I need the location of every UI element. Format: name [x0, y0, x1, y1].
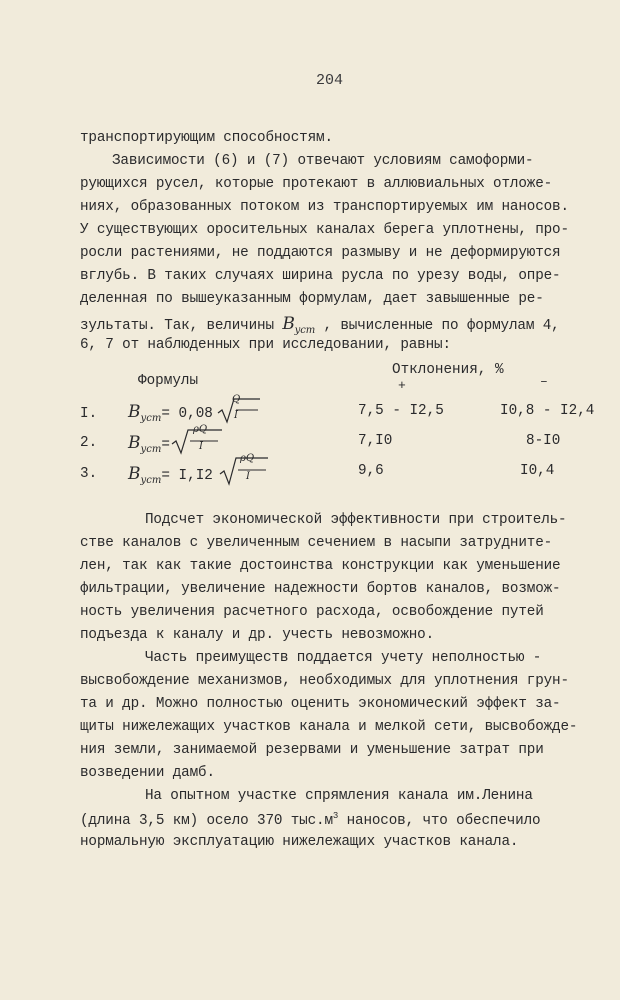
minus-sign: –: [540, 374, 548, 389]
deviation-minus: 8-I0: [526, 433, 561, 449]
deviation-minus: I0,4: [520, 463, 555, 479]
row-number: I.: [80, 406, 98, 422]
radical-numerator: ρQ: [193, 424, 208, 435]
formula-subscript: уст: [140, 475, 162, 486]
formula-lhs: B: [128, 402, 141, 422]
text-fragment: наносов, что обеспечило: [338, 812, 541, 829]
text-line: Часть преимуществ поддается учету неполностью -: [145, 650, 542, 666]
formula-eq: = 0,08: [161, 406, 213, 422]
text-line: [80, 811, 540, 829]
text-line: росли растениями, не поддаются размыву и не деформируются: [80, 245, 561, 261]
text-line: нормальную эксплуатацию нижележащих участков канала.: [80, 834, 519, 850]
text-line: стве каналов с увеличенным сечением в насыпи затрудните-: [80, 535, 553, 551]
text-line: щиты нижележащих участков канала и мелкой сети, высвобожде-: [80, 719, 578, 735]
deviation-plus: 7,5 - I2,5: [358, 403, 444, 419]
symbol-b: B: [282, 314, 295, 334]
text-line: ния земли, занимаемой резервами и уменьшение затрат при: [80, 742, 544, 758]
radical-numerator: ρQ: [240, 453, 255, 464]
text-line: ность увеличения расчетного расхода, освобождение путей: [80, 604, 544, 620]
text-line: Подсчет экономической эффективности при строитель-: [145, 512, 567, 528]
page-number: 204: [316, 72, 344, 89]
radical-denominator: I: [234, 410, 238, 421]
text-line: возведении дамб.: [80, 765, 215, 781]
radical-numerator: Q: [232, 394, 241, 405]
formula-lhs: B: [128, 464, 141, 484]
symbol-subscript: уст: [294, 325, 316, 336]
text-line: деленная по вышеуказанным формулам, дает завышенные ре-: [80, 291, 544, 307]
formula: [128, 464, 213, 486]
deviation-plus: 9,6: [358, 463, 384, 479]
deviation-plus: 7,I0: [358, 433, 393, 449]
text-line: фильтрации, увеличение надежности бортов каналов, возмож-: [80, 581, 561, 597]
text-line: вглубь. В таких случаях ширина русла по урезу воды, опре-: [80, 268, 561, 284]
formula-eq: =: [161, 437, 170, 453]
text-line: У существующих оросительных каналах берега уплотнены, про-: [80, 222, 569, 238]
superscript: 3: [332, 811, 339, 821]
text-line: 6, 7 от наблюденных при исследовании, равны:: [80, 337, 451, 353]
text-line: рующихся русел, которые протекают в аллювиальных отложе-: [80, 176, 553, 192]
formula-subscript: уст: [140, 444, 162, 455]
text-line: подъезда к каналу и др. учесть невозможно.: [80, 627, 435, 643]
text-fragment: зультаты. Так, величины: [80, 318, 283, 334]
row-number: 2.: [80, 435, 98, 451]
formula-subscript: уст: [140, 413, 162, 424]
formula: [128, 402, 213, 424]
text-line: высвобождение механизмов, необходимых для уплотнения грун-: [80, 673, 569, 689]
formula-lhs: B: [128, 433, 141, 453]
text-line: ниях, образованных потоком из транспортируемых им наносов.: [80, 199, 569, 215]
radical-denominator: I: [246, 471, 250, 482]
text-line: На опытном участке спрямления канала им.Ленина: [145, 788, 533, 804]
text-line: транспортирующим способностям.: [80, 130, 333, 146]
plus-sign: +: [398, 378, 406, 393]
text-line: [80, 314, 560, 336]
row-number: 3.: [80, 466, 98, 482]
formula-eq: = I,I2: [161, 468, 213, 484]
text-line: лен, так как такие достоинства конструкции как уменьшение: [80, 558, 561, 574]
formula: [128, 433, 170, 455]
text-line: та и др. Можно полностью оценить экономический эффект за-: [80, 696, 561, 712]
column-header-deviations: Отклонения, %: [392, 362, 504, 378]
text-fragment: (длина 3,5 км) осело 370 тыс.м: [80, 812, 333, 829]
radical-denominator: I: [199, 441, 203, 452]
deviation-minus: I0,8 - I2,4: [500, 403, 595, 419]
text-line: Зависимости (6) и (7) отвечают условиям самоформи-: [112, 153, 534, 169]
column-header-formulas: Формулы: [138, 373, 199, 389]
text-fragment: , вычисленные по формулам 4,: [315, 318, 560, 334]
